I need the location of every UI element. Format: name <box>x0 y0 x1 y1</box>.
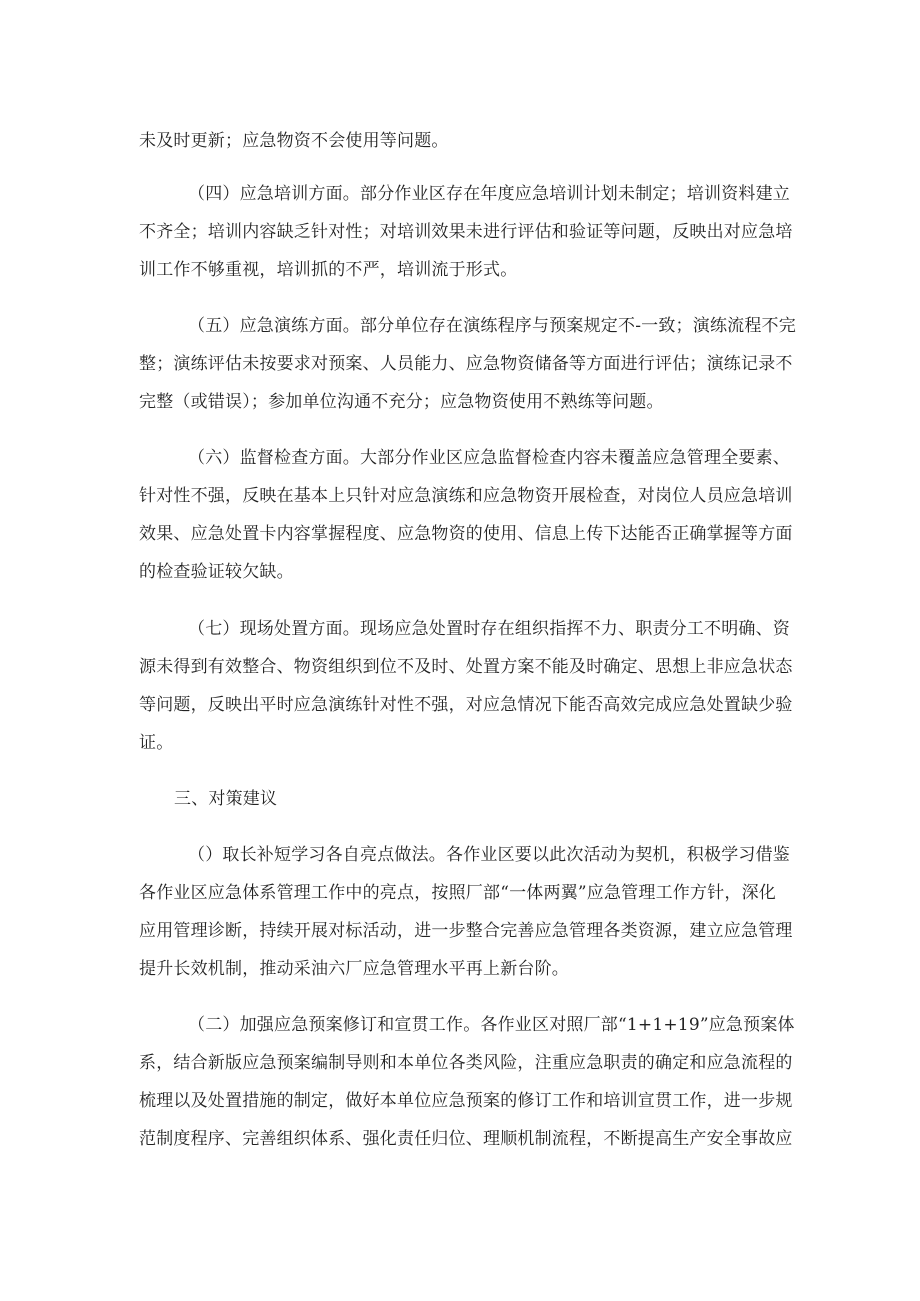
text-line: 完整（或错误）；参加单位沟通不充分；应急物资使用不熟练等问题。 <box>139 392 664 412</box>
text-line: 源未得到有效整合、物资组织到位不及时、处置方案不能及时确定、思想上非应急状态 <box>139 657 793 677</box>
text-line: （四）应急培训方面。部分作业区存在年度应急培训计划未制定；培训资料建立 <box>188 184 790 204</box>
text-line: （七）现场处置方面。现场应急处置时存在组织指挥不力、职责分工不明确、资 <box>188 619 790 639</box>
text-line: 效果、应急处置卡内容掌握程度、应急物资的使用、信息上传下达能否正确掌握等方面 <box>139 524 793 544</box>
text-line: （）取长补短学习各自亮点做法。各作业区要以此次活动为契机，积极学习借鉴 <box>188 845 790 865</box>
text-line: （二）加强应急预案修订和宣贯工作。各作业区对照厂部“1+1+19”应急预案体 <box>188 1015 795 1035</box>
text-line: 的检查验证较欠缺。 <box>139 562 294 582</box>
text-line: 等问题，反映出平时应急演练针对性不强，对应急情况下能否高效完成应急处置缺少验 <box>139 695 793 715</box>
text-line: 未及时更新；应急物资不会使用等问题。 <box>139 131 449 151</box>
text-line: （六）监督检查方面。大部分作业区应急监督检查内容未覆盖应急管理全要素、 <box>188 448 790 468</box>
section-heading: 三、对策建议 <box>174 789 278 809</box>
text-line: 各作业区应急体系管理工作中的亮点，按照厂部“一体两翼”应急管理工作方针，深化 <box>139 883 776 903</box>
text-line: 范制度程序、完善组织体系、强化责任归位、理顺机制流程，不断提高生产安全事故应 <box>139 1129 793 1149</box>
text-line: 系，结合新版应急预案编制导则和本单位各类风险，注重应急职责的确定和应急流程的 <box>139 1053 793 1073</box>
text-line: 不齐全；培训内容缺乏针对性；对培训效果未进行评估和验证等问题，反映出对应急培 <box>139 222 793 242</box>
text-line: 整；演练评估未按要求对预案、人员能力、应急物资储备等方面进行评估；演练记录不 <box>139 354 793 374</box>
text-line: 证。 <box>139 733 174 753</box>
text-line: 针对性不强，反映在基本上只针对应急演练和应急物资开展检查，对岗位人员应急培训 <box>139 486 793 506</box>
text-line: 应用管理诊断，持续开展对标活动，进一步整合完善应急管理各类资源，建立应急管理 <box>139 921 793 941</box>
text-line: 训工作不够重视，培训抓的不严，培训流于形式。 <box>139 260 518 280</box>
text-line: （五）应急演练方面。部分单位存在演练程序与预案规定不-一致；演练流程不完 <box>188 316 796 336</box>
text-line: 梳理以及处置措施的制定，做好本单位应急预案的修订工作和培训宣贯工作，进一步规 <box>139 1091 793 1111</box>
text-line: 提升长效机制，推动采油六厂应急管理水平再上新台阶。 <box>139 959 569 979</box>
